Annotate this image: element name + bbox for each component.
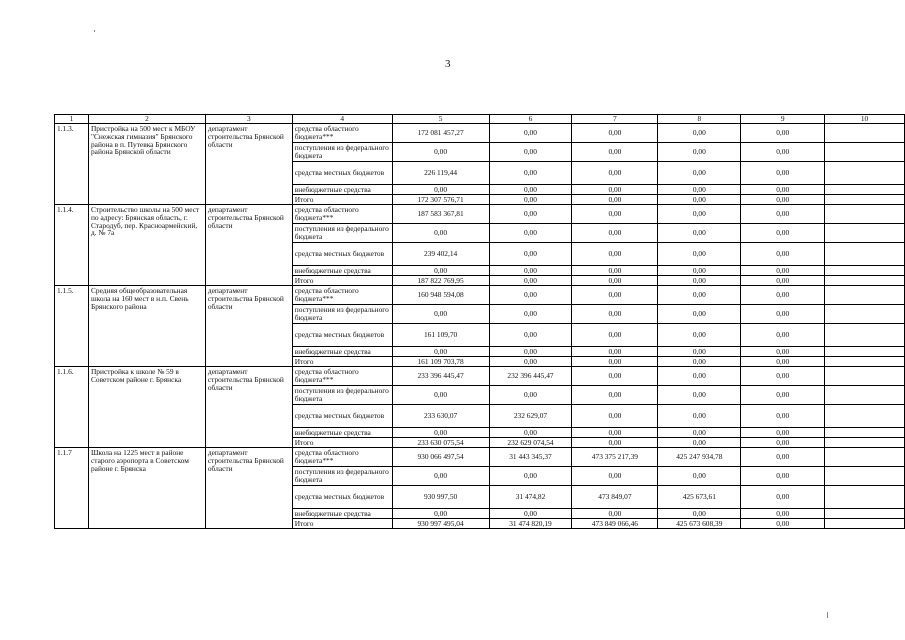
amount-cell: 0,00 (741, 195, 825, 205)
amount-cell: 0,00 (741, 205, 825, 224)
amount-cell: 0,00 (741, 519, 825, 529)
amount-cell: 0,00 (489, 357, 572, 367)
amount-cell: 0,00 (741, 448, 825, 467)
funding-source-cell: Итого (292, 438, 392, 448)
amount-cell: 0,00 (572, 205, 658, 224)
project-executor-cell: департамент строительства Брянской области (205, 124, 292, 205)
page-number: 3 (445, 58, 451, 70)
amount-cell (825, 486, 905, 509)
amount-cell: 0,00 (741, 286, 825, 305)
budget-table (54, 114, 905, 529)
amount-cell: 0,00 (392, 467, 489, 486)
amount-cell: 0,00 (489, 276, 572, 286)
amount-cell: 473 849 066,46 (572, 519, 658, 529)
funding-source-cell: средства областного бюджета*** (292, 367, 392, 386)
amount-cell: 0,00 (658, 276, 741, 286)
amount-cell: 0,00 (392, 143, 489, 162)
header-cell: 5 (392, 115, 489, 124)
project-name-cell: Средняя общеобразовательная школа на 160 мест в н.п. Свень Брянского района (88, 286, 205, 367)
amount-cell: 0,00 (572, 347, 658, 357)
project-code-cell: 1.1.3. (55, 124, 89, 205)
amount-cell: 0,00 (741, 276, 825, 286)
amount-cell: 187 583 367,81 (392, 205, 489, 224)
amount-cell: 0,00 (741, 266, 825, 276)
amount-cell: 930 997 495,04 (392, 519, 489, 529)
funding-source-cell: внебюджетные средства (292, 509, 392, 519)
amount-cell: 0,00 (572, 224, 658, 243)
funding-source-cell: средства местных бюджетов (292, 162, 392, 185)
amount-cell: 0,00 (489, 428, 572, 438)
project-code-cell: 1.1.5. (55, 286, 89, 367)
amount-cell: 0,00 (658, 357, 741, 367)
amount-cell: 0,00 (658, 347, 741, 357)
amount-cell: 0,00 (489, 224, 572, 243)
amount-cell: 232 629,07 (489, 405, 572, 428)
amount-cell: 232 629 074,54 (489, 438, 572, 448)
amount-cell (825, 124, 905, 143)
amount-cell: 425 673,61 (658, 486, 741, 509)
amount-cell: 0,00 (489, 162, 572, 185)
amount-cell: 0,00 (741, 438, 825, 448)
amount-cell: 0,00 (658, 266, 741, 276)
project-code-cell: 1.1.6. (55, 367, 89, 448)
amount-cell: 232 396 445,47 (489, 367, 572, 386)
project-code-cell: 1.1.7 (55, 448, 89, 529)
amount-cell: 0,00 (489, 467, 572, 486)
amount-cell: 172 307 576,71 (392, 195, 489, 205)
funding-source-cell: поступления из федерального бюджета (292, 467, 392, 486)
project-executor-cell: департамент строительства Брянской области (205, 448, 292, 529)
amount-cell: 0,00 (741, 367, 825, 386)
header-row (55, 115, 905, 124)
amount-cell: 0,00 (392, 224, 489, 243)
amount-cell: 930 066 497,54 (392, 448, 489, 467)
header-cell: 10 (825, 115, 905, 124)
amount-cell (825, 276, 905, 286)
funding-source-cell: поступления из федерального бюджета (292, 386, 392, 405)
funding-source-cell: внебюджетные средства (292, 185, 392, 195)
amount-cell: 161 109,70 (392, 324, 489, 347)
project-name-cell: Пристройка на 500 мест к МБОУ "Снежская гимназия" Брянского района в п. Путевка Брянского района Брянской области (88, 124, 205, 205)
amount-cell (825, 324, 905, 347)
amount-cell: 0,00 (489, 195, 572, 205)
amount-cell (825, 205, 905, 224)
header-cell: 8 (658, 115, 741, 124)
amount-cell: 0,00 (489, 305, 572, 324)
funding-source-cell: поступления из федерального бюджета (292, 224, 392, 243)
funding-source-cell: средства местных бюджетов (292, 405, 392, 428)
amount-cell (825, 162, 905, 185)
funding-source-cell: средства областного бюджета*** (292, 448, 392, 467)
amount-cell (825, 305, 905, 324)
amount-cell: 0,00 (658, 438, 741, 448)
amount-cell: 160 948 594,08 (392, 286, 489, 305)
amount-cell: 31 474,82 (489, 486, 572, 509)
amount-cell: 0,00 (572, 162, 658, 185)
amount-cell: 0,00 (741, 185, 825, 195)
amount-cell: 233 630 075,54 (392, 438, 489, 448)
amount-cell: 233 396 445,47 (392, 367, 489, 386)
funding-source-cell: средства местных бюджетов (292, 324, 392, 347)
amount-cell (825, 467, 905, 486)
amount-cell (825, 509, 905, 519)
amount-cell: 473 375 217,39 (572, 448, 658, 467)
amount-cell: 0,00 (572, 266, 658, 276)
amount-cell: 0,00 (658, 224, 741, 243)
funding-source-cell: Итого (292, 195, 392, 205)
table-row (55, 205, 905, 224)
project-name-cell: Пристройка к школе № 59 в Советском районе г. Брянска (88, 367, 205, 448)
amount-cell: 0,00 (489, 143, 572, 162)
amount-cell: 0,00 (658, 243, 741, 266)
amount-cell: 0,00 (741, 428, 825, 438)
amount-cell: 0,00 (658, 467, 741, 486)
amount-cell: 31 443 345,37 (489, 448, 572, 467)
header-cell: 1 (55, 115, 89, 124)
funding-source-cell: средства областного бюджета*** (292, 205, 392, 224)
amount-cell: 0,00 (741, 124, 825, 143)
header-cell: 9 (741, 115, 825, 124)
amount-cell (825, 357, 905, 367)
project-code-cell: 1.1.4. (55, 205, 89, 286)
funding-source-cell: средства областного бюджета*** (292, 286, 392, 305)
amount-cell: 0,00 (392, 305, 489, 324)
table-row (55, 367, 905, 386)
project-executor-cell: департамент строительства Брянской области (205, 286, 292, 367)
amount-cell: 0,00 (572, 367, 658, 386)
funding-source-cell: Итого (292, 519, 392, 529)
table-row (55, 448, 905, 467)
amount-cell (825, 243, 905, 266)
amount-cell: 0,00 (489, 205, 572, 224)
amount-cell: 0,00 (572, 405, 658, 428)
amount-cell: 0,00 (741, 324, 825, 347)
funding-source-cell: средства местных бюджетов (292, 486, 392, 509)
header-cell: 4 (292, 115, 392, 124)
amount-cell (825, 438, 905, 448)
table-row (55, 124, 905, 143)
amount-cell: 0,00 (489, 266, 572, 276)
amount-cell: 0,00 (572, 143, 658, 162)
amount-cell: 0,00 (392, 266, 489, 276)
table-row (55, 286, 905, 305)
project-name-cell: Строительство школы на 500 мест по адресу: Брянская область, г. Стародуб, пер. Красноармейский, д. № 7а (88, 205, 205, 286)
amount-cell: 0,00 (392, 185, 489, 195)
funding-source-cell: внебюджетные средства (292, 428, 392, 438)
amount-cell: 0,00 (572, 305, 658, 324)
amount-cell: 0,00 (489, 386, 572, 405)
amount-cell: 0,00 (572, 185, 658, 195)
amount-cell: 0,00 (658, 162, 741, 185)
amount-cell: 0,00 (741, 486, 825, 509)
amount-cell: 0,00 (741, 243, 825, 266)
amount-cell (825, 405, 905, 428)
scan-speck (827, 612, 828, 618)
amount-cell: 0,00 (658, 286, 741, 305)
amount-cell (825, 428, 905, 438)
amount-cell: 0,00 (572, 276, 658, 286)
amount-cell: 0,00 (658, 324, 741, 347)
amount-cell (825, 347, 905, 357)
amount-cell: 0,00 (489, 286, 572, 305)
amount-cell (825, 519, 905, 529)
amount-cell (825, 367, 905, 386)
amount-cell: 233 630,07 (392, 405, 489, 428)
amount-cell (825, 195, 905, 205)
amount-cell: 930 997,50 (392, 486, 489, 509)
funding-source-cell: средства областного бюджета*** (292, 124, 392, 143)
amount-cell: 0,00 (572, 509, 658, 519)
amount-cell: 0,00 (658, 367, 741, 386)
amount-cell: 0,00 (741, 162, 825, 185)
amount-cell: 0,00 (489, 185, 572, 195)
amount-cell: 0,00 (741, 509, 825, 519)
header-cell: 7 (572, 115, 658, 124)
amount-cell: 0,00 (741, 224, 825, 243)
amount-cell: 0,00 (572, 324, 658, 347)
project-name-cell: Школа на 1225 мест в районе старого аэропорта в Советском районе г. Брянска (88, 448, 205, 529)
amount-cell: 0,00 (658, 386, 741, 405)
scan-speck (94, 30, 95, 32)
amount-cell: 0,00 (741, 143, 825, 162)
amount-cell: 31 474 820,19 (489, 519, 572, 529)
header-cell: 3 (205, 115, 292, 124)
amount-cell: 0,00 (658, 185, 741, 195)
amount-cell (825, 185, 905, 195)
header-cell: 6 (489, 115, 572, 124)
amount-cell: 0,00 (658, 205, 741, 224)
amount-cell: 425 247 934,78 (658, 448, 741, 467)
amount-cell: 0,00 (572, 438, 658, 448)
funding-source-cell: поступления из федерального бюджета (292, 143, 392, 162)
amount-cell: 473 849,07 (572, 486, 658, 509)
amount-cell: 0,00 (572, 243, 658, 266)
amount-cell: 0,00 (392, 428, 489, 438)
budget-table-body (55, 115, 905, 529)
project-executor-cell: департамент строительства Брянской области (205, 205, 292, 286)
amount-cell: 0,00 (658, 428, 741, 438)
funding-source-cell: Итого (292, 357, 392, 367)
funding-source-cell: поступления из федерального бюджета (292, 305, 392, 324)
amount-cell: 0,00 (572, 386, 658, 405)
amount-cell: 161 109 703,78 (392, 357, 489, 367)
amount-cell: 239 402,14 (392, 243, 489, 266)
amount-cell: 0,00 (658, 124, 741, 143)
amount-cell: 0,00 (572, 467, 658, 486)
amount-cell: 0,00 (741, 467, 825, 486)
funding-source-cell: Итого (292, 276, 392, 286)
amount-cell (825, 386, 905, 405)
amount-cell: 187 822 769,95 (392, 276, 489, 286)
amount-cell: 0,00 (741, 357, 825, 367)
amount-cell: 0,00 (572, 124, 658, 143)
amount-cell: 226 119,44 (392, 162, 489, 185)
amount-cell: 0,00 (572, 428, 658, 438)
amount-cell: 0,00 (572, 286, 658, 305)
amount-cell: 0,00 (658, 143, 741, 162)
amount-cell: 425 673 608,39 (658, 519, 741, 529)
project-executor-cell: департамент строительства Брянской области (205, 367, 292, 448)
amount-cell: 0,00 (489, 324, 572, 347)
amount-cell: 0,00 (489, 509, 572, 519)
funding-source-cell: средства местных бюджетов (292, 243, 392, 266)
amount-cell: 0,00 (392, 509, 489, 519)
amount-cell (825, 143, 905, 162)
amount-cell: 0,00 (572, 357, 658, 367)
amount-cell (825, 224, 905, 243)
amount-cell: 172 081 457,27 (392, 124, 489, 143)
funding-source-cell: внебюджетные средства (292, 266, 392, 276)
amount-cell: 0,00 (489, 124, 572, 143)
amount-cell: 0,00 (741, 386, 825, 405)
amount-cell: 0,00 (658, 195, 741, 205)
funding-source-cell: внебюджетные средства (292, 347, 392, 357)
amount-cell (825, 286, 905, 305)
amount-cell: 0,00 (741, 347, 825, 357)
amount-cell: 0,00 (489, 243, 572, 266)
amount-cell (825, 448, 905, 467)
amount-cell: 0,00 (658, 405, 741, 428)
amount-cell: 0,00 (392, 386, 489, 405)
amount-cell: 0,00 (658, 305, 741, 324)
header-cell: 2 (88, 115, 205, 124)
amount-cell (825, 266, 905, 276)
amount-cell: 0,00 (741, 305, 825, 324)
amount-cell: 0,00 (658, 509, 741, 519)
amount-cell: 0,00 (741, 405, 825, 428)
amount-cell: 0,00 (489, 347, 572, 357)
amount-cell: 0,00 (572, 195, 658, 205)
amount-cell: 0,00 (392, 347, 489, 357)
